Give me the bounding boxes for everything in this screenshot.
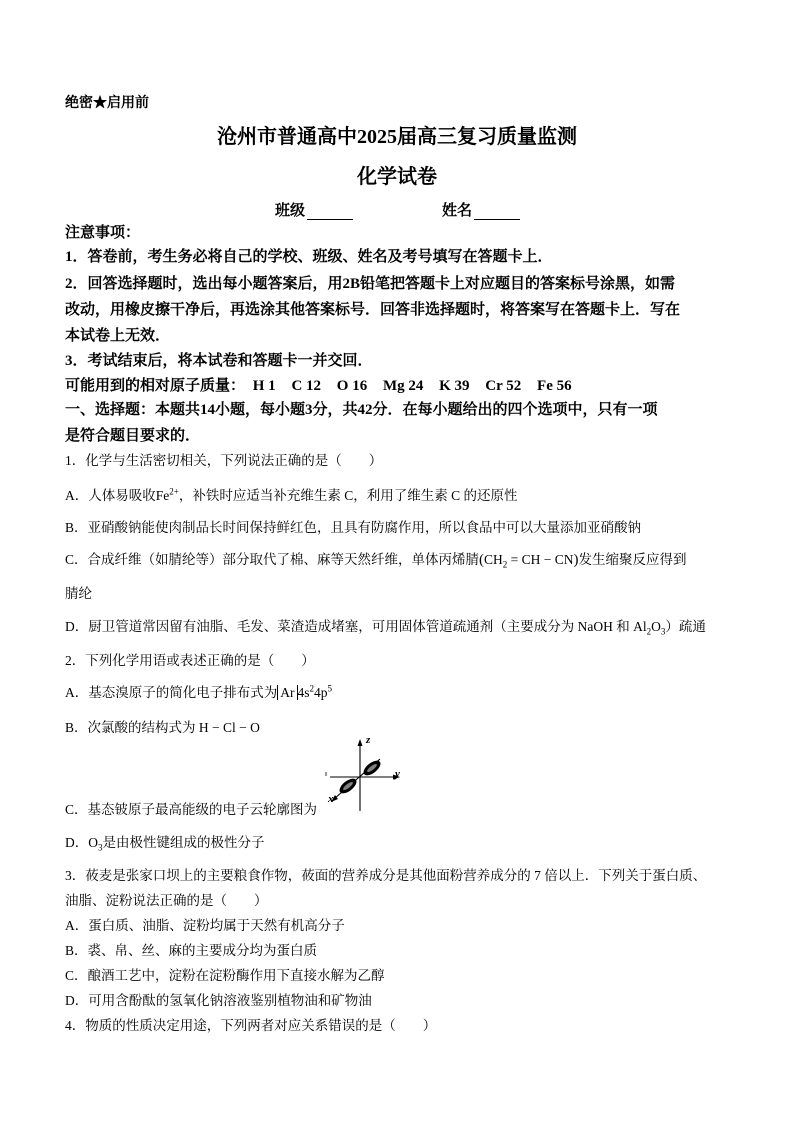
section1-line1: 一、选择题：本题共14小题，每小题3分，共42分．在每小题给出的四个选项中，只有一项 (65, 402, 658, 418)
q1-option-c-line2: 腈纶 (65, 586, 92, 601)
q3-option-a: A．蛋白质、油脂、淀粉均属于天然有机高分子 (65, 918, 345, 933)
q1-option-a: A．人体易吸收$Fe^{2+}$，补铁时应适当补充维生素 C，利用了维生素 C 的还原性 (65, 486, 518, 503)
mass-c: C 12 (291, 378, 322, 394)
mass-k: K 39 (439, 378, 470, 394)
mass-o: O 16 (336, 378, 368, 394)
secret-label: 绝密★启用前 (65, 96, 149, 111)
q1-option-d: D．厨卫管道常因留有油脂、毛发、菜渣造成堵塞，可用固体管道疏通剂（主要成分为 NaOH 和 $Al_2O_3$）疏通 (65, 619, 706, 637)
notice-heading: 注意事项： (65, 225, 141, 241)
q1-stem: 1．化学与生活密切相关，下列说法正确的是（ ） (65, 453, 383, 468)
name-field (442, 199, 520, 220)
atomic-masses (65, 374, 572, 395)
mass-h: H 1 (252, 378, 276, 394)
q2-stem: 2．下列化学用语或表述正确的是（ ） (65, 653, 315, 668)
name-label: 姓名 (442, 203, 473, 219)
class-field (275, 199, 353, 220)
axis-z-label: z (366, 734, 371, 746)
q3-option-c: C．酿酒工艺中，淀粉在淀粉酶作用下直接水解为乙醇 (65, 968, 385, 983)
q3-option-d: D．可用含酚酞的氢氧化钠溶液鉴别植物油和矿物油 (65, 993, 372, 1008)
q3-stem-line2: 油脂、淀粉说法正确的是（ ） (65, 893, 268, 908)
q4-stem: 4．物质的性质决定用途，下列两者对应关系错误的是（ ） (65, 1018, 437, 1033)
section1-line2: 是符合题目要求的． (65, 428, 201, 444)
axis-x-label: x (328, 793, 334, 805)
notice-item-1: 1．答卷前，考生务必将自己的学校、班级、姓名及考号填写在答题卡上． (65, 249, 553, 265)
exam-subtitle: 化学试卷 (357, 166, 437, 188)
mass-mg: Mg 24 (382, 378, 424, 394)
notice-item-2-line3: 本试卷上无效． (65, 328, 171, 344)
q2-option-c: C．基态铍原子最高能级的电子云轮廓图为 (65, 802, 318, 817)
name-blank (474, 205, 520, 220)
class-blank (307, 205, 353, 220)
q1-option-c: C．合成纤维（如腈纶等）部分取代了棉、麻等天然纤维，单体丙烯腈($CH_2$ = CH − CN)发生缩聚反应得到 (65, 552, 687, 570)
notice-item-3: 3．考试结束后，将本试卷和答题卡一并交回． (65, 353, 373, 369)
class-label: 班级 (275, 203, 306, 219)
q2-option-d: D．$O_3$是由极性键组成的极性分子 (65, 835, 265, 853)
notice-item-2-line2: 改动，用橡皮擦干净后，再选涂其他答案标号．回答非选择题时，将答案写在答题卡上．写在 (65, 302, 681, 318)
q1-option-b: B．亚硝酸钠能使肉制品长时间保持鲜红色，且具有防腐作用，所以食品中可以大量添加亚硝酸钠 (65, 520, 642, 535)
exam-title: 沧州市普通高中2025届高三复习质量监测 (217, 126, 577, 148)
q2-option-a: A．基态溴原子的简化电子排布式为 Ar $4s^24p^5$ (65, 683, 333, 700)
q3-stem-line1: 3．莜麦是张家口坝上的主要粮食作物，莜面的营养成分是其他面粉营养成分的 7 倍以上．下列关于蛋白质、 (65, 868, 707, 883)
atomic-masses-label: 可能用到的相对原子质量： (65, 378, 246, 394)
mass-cr: Cr 52 (485, 378, 522, 394)
q3-option-b: B．裘、帛、丝、麻的主要成分均为蛋白质 (65, 943, 318, 958)
notice-item-2-line1: 2．回答选择题时，选出每小题答案后，用2B铅笔把答题卡上对应题目的答案标号涂黑，如需 (65, 276, 676, 292)
axis-y-label: y (395, 768, 400, 780)
q2-option-b: B．次氯酸的结构式为 H − Cl − O (65, 720, 260, 735)
p-orbital-figure (322, 735, 404, 813)
mass-fe: Fe 56 (537, 378, 572, 394)
